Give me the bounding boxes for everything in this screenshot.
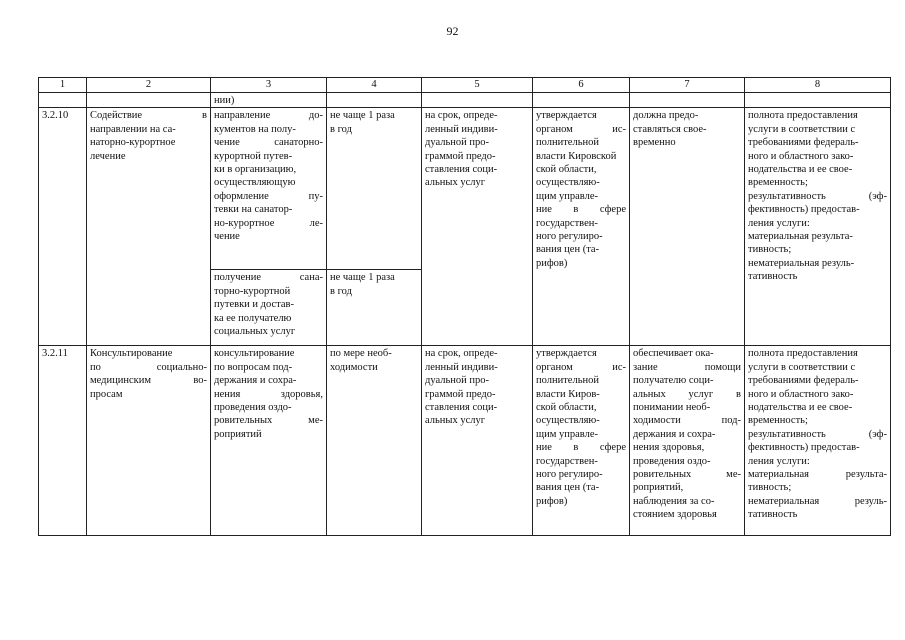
service-conditions: обеспечивает ока- зание помощи получателю соци- альных услуг в понимании необ- ходимости под- держания и сохра- нения здоровья, проведения оздо- ровительных ме- роприятий, наблюдения за со- стоянием здоровья — [630, 346, 745, 536]
column-header: 2 — [87, 78, 211, 93]
service-number: 3.2.11 — [39, 346, 87, 536]
column-header: 8 — [745, 78, 891, 93]
page-number: 92 — [446, 24, 459, 38]
table-row — [39, 346, 891, 536]
header-row — [39, 78, 891, 93]
service-indicators: полнота предоставления услуги в соответствии с требованиями федераль- ного и областного зако- нодательства и ее свое- временность; результативность (эф- фективность) предостав- ления услуги: материальная результа- тивность; нематериальная резуль- тативность — [745, 108, 891, 346]
social-services-table — [38, 77, 891, 536]
service-conditions: должна предо- ставляться свое- временно — [630, 108, 745, 346]
column-header: 5 — [422, 78, 533, 93]
service-name: Консультирование по социально- медицинским во- просам — [87, 346, 211, 536]
service-name: Содействие в направлении на са- наторно-курортное лечение — [87, 108, 211, 346]
service-cost: утверждается органом ис- полнительной власти Киров- ской области, осуществляю- щим управле- ние в сфере государствен- ного регулиро- вания цен (та- рифов) — [533, 346, 630, 536]
service-content: получение сана- торно-курортной путевки и достав- ка ее получателю социальных услуг — [211, 270, 327, 346]
service-frequency: не чаще 1 раза в год — [327, 270, 422, 346]
service-term: на срок, опреде- ленный индиви- дуальной про- граммой предо- ставления соци- альных услуг — [422, 108, 533, 346]
table-row — [39, 108, 891, 270]
service-content: консультирование по вопросам под- держания и сохра- нения здоровья, проведения оздо- ровительных ме- роприятий — [211, 346, 327, 536]
service-number: 3.2.10 — [39, 108, 87, 346]
service-frequency: по мере необ- ходимости — [327, 346, 422, 536]
continuation-row — [39, 93, 891, 108]
service-content: направление до- кументов на полу- чение санаторно- курортной путев- ки в организацию, осуществляющую оформление пу- тевки на санатор- но-курортное ле- чение — [211, 108, 327, 270]
service-frequency: не чаще 1 раза в год — [327, 108, 422, 270]
column-header: 6 — [533, 78, 630, 93]
column-header: 3 — [211, 78, 327, 93]
service-cost: утверждается органом ис- полнительной власти Кировской ской области, осуществляю- щим управле- ние в сфере государствен- ного регулиро- вания цен (та- рифов) — [533, 108, 630, 346]
service-indicators: полнота предоставления услуги в соответствии с требованиями федераль- ного и областного зако- нодательства и ее свое- временность; результативность (эф- фективность) предостав- ления услуги: материальная результа- тивность; нематериальная резуль- тативность — [745, 346, 891, 536]
service-term: на срок, опреде- ленный индиви- дуальной про- граммой предо- ставления соци- альных услуг — [422, 346, 533, 536]
column-header: 7 — [630, 78, 745, 93]
column-header: 4 — [327, 78, 422, 93]
continuation-text: нии) — [211, 93, 327, 108]
column-header: 1 — [39, 78, 87, 93]
